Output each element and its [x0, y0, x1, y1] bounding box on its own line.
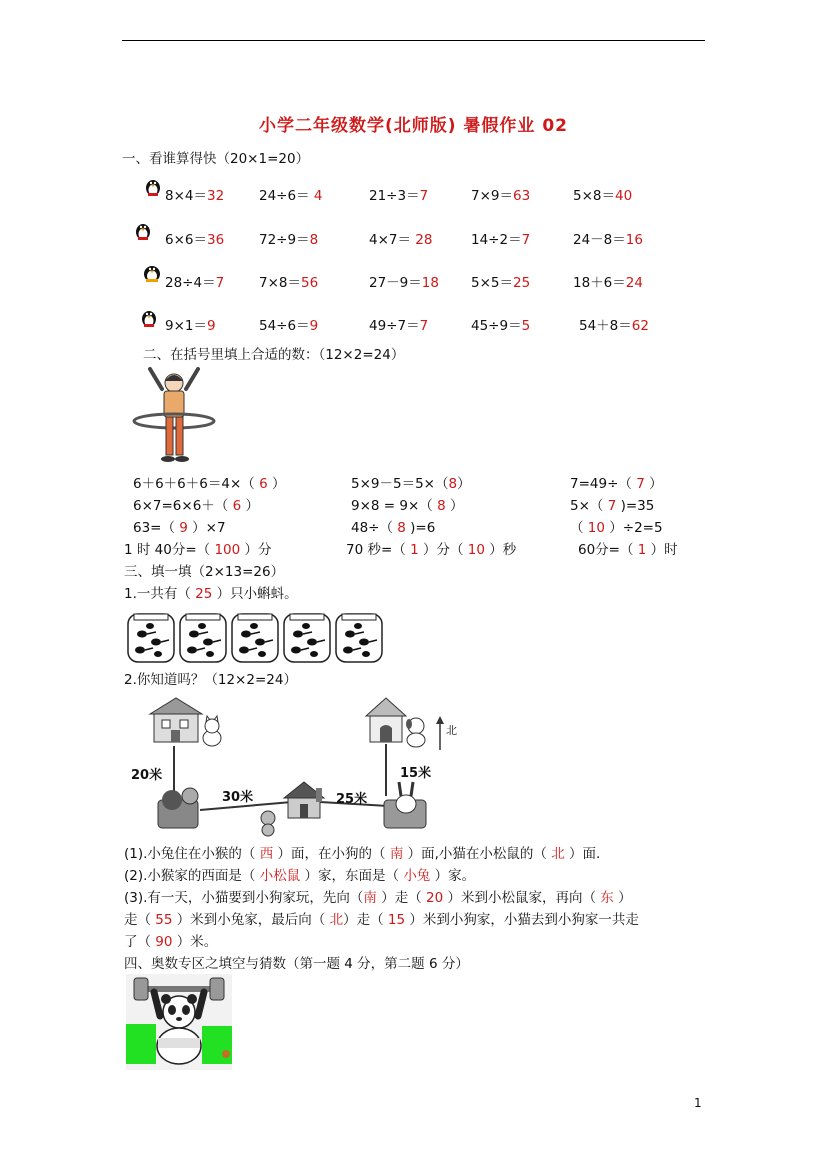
calc-item: 6×6＝36 — [165, 232, 225, 248]
page-number: 1 — [694, 1096, 702, 1110]
calc-item: 27－9＝18 — [369, 275, 439, 291]
fill-item: 48÷（ 8 )=6 — [351, 520, 436, 536]
calc-item: 7×9＝63 — [471, 188, 531, 204]
fill-item: 60分=（ 1 ）时 — [578, 542, 678, 558]
distance-label: 15米 — [400, 766, 432, 781]
cat-icon — [203, 716, 221, 746]
calc-item: 54÷6＝9 — [259, 318, 319, 334]
penguin-icon — [133, 220, 153, 242]
penguin-icon — [139, 307, 159, 329]
penguin-icon — [141, 262, 163, 284]
penguin-icon — [143, 176, 163, 198]
fill-item: 1 时 40分=（ 100 ）分 — [124, 542, 272, 558]
panda-weightlifter-illustration — [126, 974, 232, 1070]
distance-label: 20米 — [131, 768, 163, 783]
fill-item: 5×9－5＝5×（8） — [351, 476, 471, 492]
fill-item: 6×7=6×6＋（ 6 ） — [133, 498, 259, 514]
calc-item: 18＋6＝24 — [573, 275, 643, 291]
answer-line: (3).有一天，小猫要到小狗家玩，先向（南 ）走（ 20 ）米到小松鼠家，再向（ 东 ） — [124, 890, 632, 906]
calc-item: 4×7＝ 28 — [369, 232, 433, 248]
q2-heading: 2.你知道吗？（12×2=24） — [124, 672, 297, 688]
calc-item: 24－8＝16 — [573, 232, 643, 248]
calc-item: 21÷3＝7 — [369, 188, 429, 204]
calc-item: 54＋8＝62 — [579, 318, 649, 334]
calc-item: 5×8＝40 — [573, 188, 633, 204]
distance-label: 25米 — [336, 792, 368, 807]
answer-line: 了（ 90 ）米。 — [124, 934, 218, 950]
calc-item: 45÷9＝5 — [471, 318, 531, 334]
hula-hoop-girl-illustration — [128, 363, 220, 467]
answer-line: 走（ 55 ）米到小兔家，最后向（ 北）走（ 15 ）米到小狗家，小猫去到小狗家一共走 — [124, 912, 639, 928]
calc-item: 9×1＝9 — [165, 318, 216, 334]
fill-item: （ 10 ）÷2=5 — [570, 520, 663, 536]
rabbit-house-icon — [384, 782, 426, 828]
dog-icon — [406, 718, 425, 747]
calc-item: 24÷6＝ 4 — [259, 188, 323, 204]
header-rule — [122, 40, 705, 41]
dog-house-icon — [366, 698, 406, 742]
monkey-icon — [261, 811, 275, 836]
fill-item: 9×8 = 9×（ 8 ） — [351, 498, 464, 514]
fill-item: 70 秒=（ 1 ）分（ 10 ）秒 — [346, 542, 517, 558]
calc-item: 14÷2＝7 — [471, 232, 531, 248]
answer-line: (1).小兔住在小猴的（ 西 ）面，在小狗的（ 南 ）面,小猫在小松鼠的（ 北 ）面. — [124, 846, 601, 862]
answer-line: (2).小猴家的西面是（ 小松鼠 ）家，东面是（ 小兔 ）家。 — [124, 868, 476, 884]
fill-item: 7=49÷（ 7 ） — [570, 476, 663, 492]
north-label: 北 — [446, 724, 457, 737]
fill-item: 6＋6＋6＋6＝4×（ 6 ） — [133, 476, 286, 492]
calc-item: 7×8＝56 — [259, 275, 319, 291]
north-arrow-icon — [436, 716, 444, 750]
tadpole-jars-illustration — [126, 612, 388, 664]
fill-item: 63=（ 9 ）×7 — [133, 520, 226, 536]
section2-heading: 二、在括号里填上合适的数：（12×2=24） — [143, 347, 405, 363]
calc-item: 28÷4＝7 — [165, 275, 225, 291]
calc-item: 49÷7＝7 — [369, 318, 429, 334]
section3-heading: 三、填一填（2×13=26） — [124, 564, 285, 580]
q1-line: 1.一共有（ 25 ）只小蝌蚪。 — [124, 586, 298, 602]
section4-heading: 四、奥数专区之填空与猜数（第一题 4 分，第二题 6 分） — [124, 956, 469, 972]
calc-item: 72÷9＝8 — [259, 232, 319, 248]
section1-heading: 一、看谁算得快（20×1=20） — [122, 151, 310, 167]
distance-label: 30米 — [222, 790, 254, 805]
calc-item: 5×5＝25 — [471, 275, 531, 291]
squirrel-house-icon — [158, 788, 198, 828]
calc-item: 8×4＝32 — [165, 188, 225, 204]
fill-item: 5×（ 7 )=35 — [570, 498, 655, 514]
page-title: 小学二年级数学(北师版) 暑假作业 02 — [258, 116, 569, 136]
cat-house-icon — [150, 698, 202, 742]
monkey-house-icon — [284, 782, 324, 818]
